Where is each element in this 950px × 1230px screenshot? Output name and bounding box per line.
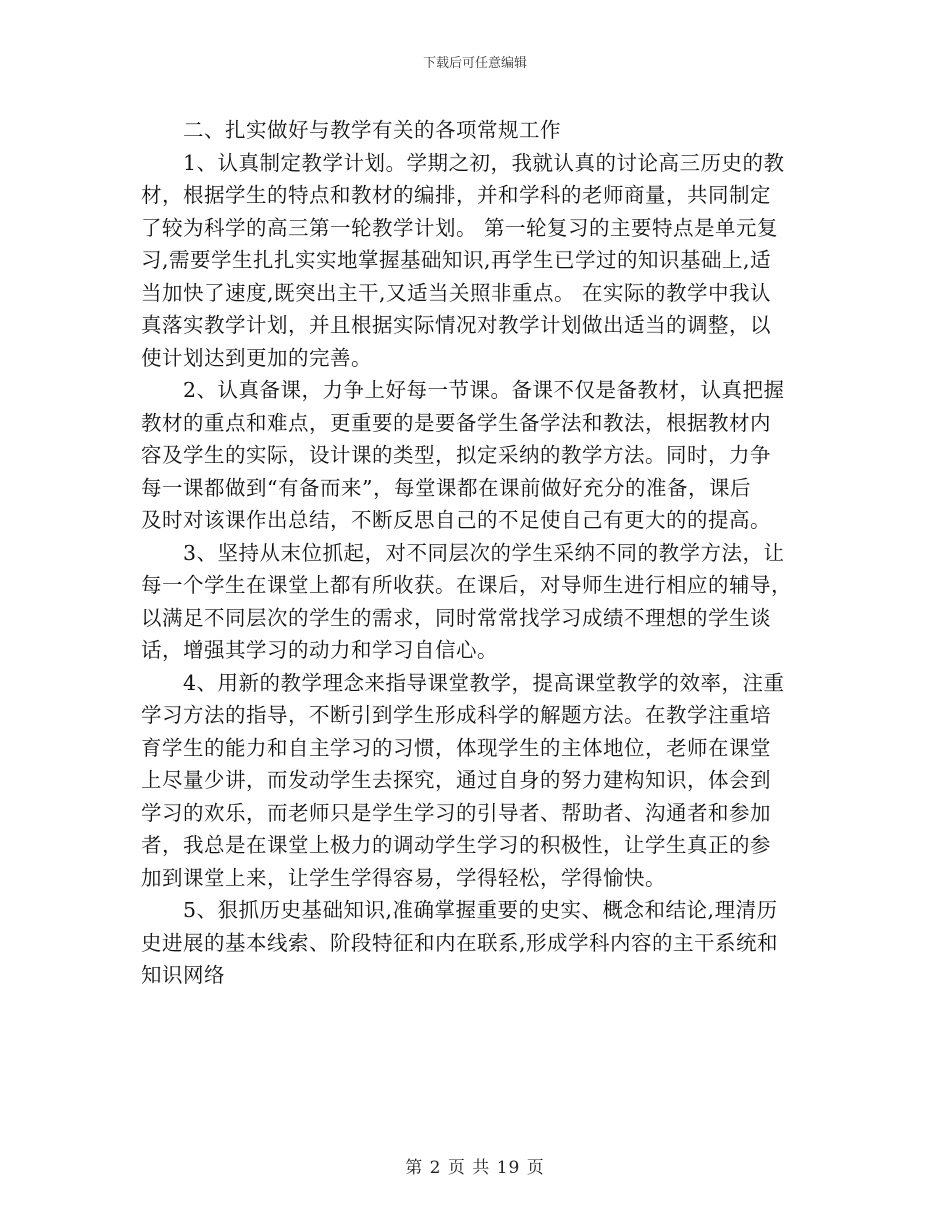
paragraph-line: 习,需要学生扎扎实实地掌握基础知识,再学生已学过的知识基础上,适 (141, 248, 772, 272)
paragraph-line: 及时对该课作出总结，不断反思自己的不足使自己有更大的的提高。 (141, 508, 771, 532)
paragraph-line: 4、用新的教学理念来指导课堂教学，提高课堂教学的效率，注重 (183, 670, 785, 695)
section-heading: 二、扎实做好与教学有关的各项常规工作 (183, 118, 561, 142)
paragraph-line: 1、认真制定教学计划。学期之初，我就认真的讨论高三历史的教 (183, 150, 785, 175)
paragraph-line: 5、狠抓历史基础知识,准确掌握重要的史实、概念和结论,理清历 (183, 898, 778, 922)
paragraph-line: 2、认真备课，力争上好每一节课。备课不仅是备教材，认真把握 (183, 378, 785, 402)
paragraph-line: 容及学生的实际，设计课的类型，拟定采纳的教学方法。同时，力争 (141, 443, 771, 467)
paragraph-line: 者，我总是在课堂上极力的调动学生学习的积极性，让学生真正的参 (141, 833, 771, 857)
paragraph-line: 3、坚持从末位抓起，对不同层次的学生采纳不同的教学方法，让 (183, 540, 785, 565)
paragraph-line: 以满足不同层次的学生的需求，同时常常找学习成绩不理想的学生谈 (141, 605, 771, 630)
paragraph-line: 知识网络 (141, 963, 225, 987)
page-number-footer: 第 2 页 共 19 页 (405, 1158, 545, 1178)
paragraph-line: 史进展的基本线索、阶段特征和内在联系,形成学科内容的主干系统和 (141, 930, 779, 955)
paragraph-line: 每一课都做到“有备而来”，每堂课都在课前做好充分的准备，课后 (141, 475, 751, 500)
paragraph-line: 学习方法的指导，不断引到学生形成科学的解题方法。在教学注重培 (141, 703, 771, 727)
paragraph-line: 加到课堂上来，让学生学得容易，学得轻松，学得愉快。 (141, 865, 666, 890)
paragraph-line: 育学生的能力和自主学习的习惯，体现学生的主体地位，老师在课堂 (141, 735, 771, 760)
paragraph-line: 教材的重点和难点，更重要的是要备学生备学法和教法，根据教材内 (141, 410, 771, 435)
page-header: 下载后可任意编辑 (422, 56, 527, 71)
paragraph-line: 学习的欢乐，而老师只是学生学习的引导者、帮助者、沟通者和参加 (141, 800, 771, 825)
paragraph-line: 上尽量少讲，而发动学生去探究，通过自身的努力建构知识，体会到 (141, 768, 771, 792)
paragraph-line: 使计划达到更加的完善。 (141, 345, 372, 370)
paragraph-line: 每一个学生在课堂上都有所收获。在课后，对导师生进行相应的辅导， (141, 573, 792, 597)
paragraph-line: 当加快了速度,既突出主干,又适当关照非重点。 在实际的教学中我认 (141, 280, 772, 305)
paragraph-line: 材，根据学生的特点和教材的编排，并和学科的老师商量，共同制定 (141, 183, 771, 207)
paragraph-line: 真落实教学计划，并且根据实际情况对教学计划做出适当的调整，以 (141, 313, 771, 337)
paragraph-line: 了较为科学的高三第一轮教学计划。 第一轮复习的主要特点是单元复 (141, 215, 779, 240)
document-body (141, 114, 807, 992)
paragraph-line: 话，增强其学习的动力和学习自信心。 (141, 638, 498, 662)
